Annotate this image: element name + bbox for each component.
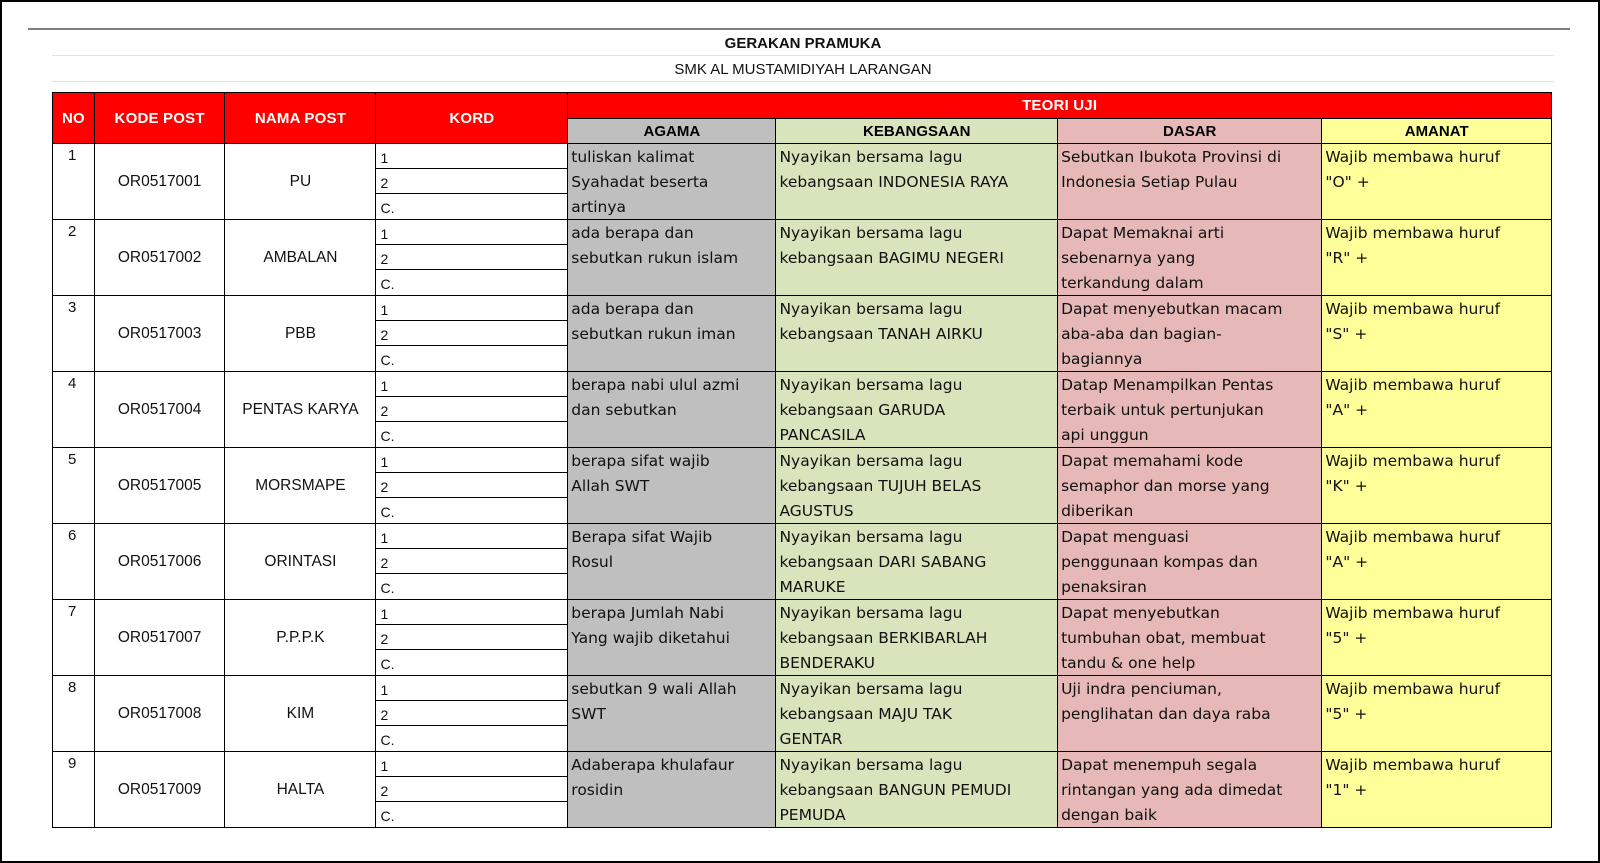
table-row: [53, 752, 1552, 828]
cell-text-line: Nyayikan bersama lagu: [779, 528, 963, 546]
kode-post-cell: OR0517007: [94, 600, 225, 676]
dasar-cell: [1058, 372, 1322, 448]
sheet-title: GERAKAN PRAMUKA: [52, 30, 1554, 56]
kord-line: 1: [376, 676, 567, 701]
cell-text-line: [1322, 574, 1551, 599]
cell-text-line: Uji indra penciuman,: [1061, 680, 1222, 698]
kode-post-cell: OR0517002: [94, 220, 225, 296]
kord-line: C.: [380, 656, 395, 672]
kord-cell: [376, 296, 568, 372]
cell-text-line: "K" +: [1325, 477, 1368, 495]
cell-text-line: kebangsaan TANAH AIRKU: [779, 325, 983, 343]
cell-text-line: GENTAR: [779, 730, 843, 748]
nama-post-cell: PENTAS KARYA: [225, 372, 376, 448]
kord-line: 2: [376, 701, 567, 726]
cell-text-line: aba-aba dan bagian-: [1061, 325, 1222, 343]
cell-text-line: rosidin: [571, 781, 624, 799]
agama-cell: [568, 524, 776, 600]
cell-text-line: kebangsaan INDONESIA RAYA: [779, 173, 1009, 191]
cell-text-line: sebutkan 9 wali Allah: [571, 680, 737, 698]
agama-cell: [568, 676, 776, 752]
kord-line: 1: [376, 372, 567, 397]
cell-text-line: dan sebutkan: [571, 401, 677, 419]
kord-line: 2: [376, 625, 567, 650]
agama-cell: [568, 600, 776, 676]
kode-post-cell: OR0517001: [94, 144, 225, 220]
kebangsaan-cell: [776, 600, 1058, 676]
table-row: [53, 144, 1552, 220]
kord-line: 2: [376, 473, 567, 498]
cell-text-line: "5" +: [1325, 629, 1368, 647]
cell-text-line: [568, 270, 775, 295]
cell-text-line: [568, 802, 775, 827]
cell-text-line: [1322, 802, 1551, 827]
header-kord: KORD: [376, 93, 568, 144]
cell-text-line: berapa Jumlah Nabi: [571, 604, 725, 622]
nama-post-cell: P.P.P.K: [225, 600, 376, 676]
kebangsaan-cell: [776, 524, 1058, 600]
kord-line: 1: [376, 144, 567, 169]
cell-text-line: [568, 574, 775, 599]
cell-text-line: Dapat memahami kode: [1061, 452, 1244, 470]
cell-text-line: [1058, 194, 1321, 219]
cell-text-line: "1" +: [1325, 781, 1368, 799]
sheet-subtitle: SMK AL MUSTAMIDIYAH LARANGAN: [52, 56, 1554, 82]
cell-text-line: berapa nabi ulul azmi: [571, 376, 740, 394]
kord-line: 1: [376, 524, 567, 549]
cell-text-line: Yang wajib diketahui: [571, 629, 730, 647]
kebangsaan-cell: [776, 144, 1058, 220]
cell-text-line: Wajib membawa huruf: [1325, 148, 1501, 166]
kord-line: C.: [380, 428, 395, 444]
cell-text-line: terbaik untuk pertunjukan: [1061, 401, 1264, 419]
agama-cell: [568, 752, 776, 828]
dasar-cell: [1058, 448, 1322, 524]
kord-cell: [376, 676, 568, 752]
kode-post-cell: OR0517005: [94, 448, 225, 524]
kode-post-cell: OR0517004: [94, 372, 225, 448]
row-number: 9: [53, 752, 95, 828]
cell-text-line: Wajib membawa huruf: [1325, 680, 1501, 698]
kord-cell: [376, 752, 568, 828]
cell-text-line: sebutkan rukun iman: [571, 325, 736, 343]
cell-text-line: [776, 194, 1057, 219]
cell-text-line: kebangsaan GARUDA: [779, 401, 946, 419]
nama-post-cell: ORINTASI: [225, 524, 376, 600]
cell-text-line: kebangsaan BAGIMU NEGERI: [779, 249, 1004, 267]
kord-cell: [376, 524, 568, 600]
row-number: 5: [53, 448, 95, 524]
cell-text-line: Nyayikan bersama lagu: [779, 680, 963, 698]
cell-text-line: Wajib membawa huruf: [1325, 224, 1501, 242]
dasar-cell: [1058, 220, 1322, 296]
cell-text-line: [1322, 726, 1551, 751]
agama-cell: [568, 220, 776, 296]
cell-text-line: kebangsaan MAJU TAK: [779, 705, 953, 723]
kord-line: 1: [376, 296, 567, 321]
amanat-cell: [1322, 752, 1552, 828]
dasar-cell: [1058, 524, 1322, 600]
cell-text-line: [1322, 270, 1551, 295]
cell-text-line: Dapat menguasi: [1061, 528, 1189, 546]
kord-line: 2: [376, 321, 567, 346]
amanat-cell: [1322, 676, 1552, 752]
amanat-cell: [1322, 524, 1552, 600]
cell-text-line: Dapat menempuh segala: [1061, 756, 1258, 774]
kord-line: 2: [376, 245, 567, 270]
agama-cell: [568, 296, 776, 372]
cell-text-line: Nyayikan bersama lagu: [779, 300, 963, 318]
cell-text-line: penggunaan kompas dan: [1061, 553, 1258, 571]
kode-post-cell: OR0517006: [94, 524, 225, 600]
cell-text-line: Nyayikan bersama lagu: [779, 224, 963, 242]
cell-text-line: [568, 422, 775, 447]
cell-text-line: [1322, 346, 1551, 371]
kord-line: C.: [380, 504, 395, 520]
cell-text-line: ada berapa dan: [571, 224, 694, 242]
kord-cell: [376, 448, 568, 524]
row-number: 6: [53, 524, 95, 600]
nama-post-cell: AMBALAN: [225, 220, 376, 296]
table-row: [53, 296, 1552, 372]
cell-text-line: Dapat menyebutkan: [1061, 604, 1220, 622]
cell-text-line: Wajib membawa huruf: [1325, 452, 1501, 470]
kebangsaan-cell: [776, 448, 1058, 524]
kord-line: C.: [380, 200, 395, 216]
dasar-cell: [1058, 296, 1322, 372]
kebangsaan-cell: [776, 296, 1058, 372]
cell-text-line: BENDERAKU: [779, 654, 876, 672]
cell-text-line: kebangsaan DARI SABANG: [779, 553, 987, 571]
amanat-cell: [1322, 448, 1552, 524]
cell-text-line: [568, 650, 775, 675]
cell-text-line: api unggun: [1061, 426, 1149, 444]
kord-line: 1: [376, 752, 567, 777]
cell-text-line: Nyayikan bersama lagu: [779, 452, 963, 470]
kebangsaan-cell: [776, 752, 1058, 828]
cell-text-line: berapa sifat wajib: [571, 452, 710, 470]
kord-line: C.: [380, 276, 395, 292]
cell-text-line: PANCASILA: [779, 426, 866, 444]
kebangsaan-cell: [776, 220, 1058, 296]
kord-cell: [376, 600, 568, 676]
cell-text-line: [1322, 650, 1551, 675]
cell-text-line: [1058, 726, 1321, 751]
kord-line: C.: [380, 352, 395, 368]
amanat-cell: [1322, 372, 1552, 448]
cell-text-line: bagiannya: [1061, 350, 1143, 368]
cell-text-line: artinya: [571, 198, 627, 216]
cell-text-line: ada berapa dan: [571, 300, 694, 318]
cell-text-line: tandu & one help: [1061, 654, 1196, 672]
kebangsaan-cell: [776, 676, 1058, 752]
cell-text-line: Rosul: [571, 553, 614, 571]
dasar-cell: [1058, 752, 1322, 828]
kord-line: C.: [380, 580, 395, 596]
cell-text-line: sebenarnya yang: [1061, 249, 1196, 267]
cell-text-line: Wajib membawa huruf: [1325, 300, 1501, 318]
nama-post-cell: PBB: [225, 296, 376, 372]
cell-text-line: kebangsaan BERKIBARLAH: [779, 629, 988, 647]
table-row: [53, 372, 1552, 448]
amanat-cell: [1322, 220, 1552, 296]
cell-text-line: [568, 726, 775, 751]
table-row: [53, 448, 1552, 524]
cell-text-line: Nyayikan bersama lagu: [779, 756, 963, 774]
cell-text-line: [568, 498, 775, 523]
kord-cell: [376, 372, 568, 448]
cell-text-line: rintangan yang ada dimedat: [1061, 781, 1283, 799]
cell-text-line: Allah SWT: [571, 477, 650, 495]
cell-text-line: kebangsaan BANGUN PEMUDI: [779, 781, 1012, 799]
cell-text-line: [1322, 422, 1551, 447]
amanat-cell: [1322, 600, 1552, 676]
nama-post-cell: PU: [225, 144, 376, 220]
dasar-cell: [1058, 144, 1322, 220]
cell-text-line: "5" +: [1325, 705, 1368, 723]
cell-text-line: Sebutkan Ibukota Provinsi di: [1061, 148, 1282, 166]
kord-cell: [376, 144, 568, 220]
kord-line: 2: [376, 397, 567, 422]
cell-text-line: Berapa sifat Wajib: [571, 528, 713, 546]
dasar-cell: [1058, 600, 1322, 676]
header-dasar: DASAR: [1058, 119, 1322, 144]
table-row: [53, 524, 1552, 600]
agama-cell: [568, 372, 776, 448]
amanat-cell: [1322, 144, 1552, 220]
cell-text-line: penglihatan dan daya raba: [1061, 705, 1271, 723]
cell-text-line: PEMUDA: [779, 806, 846, 824]
cell-text-line: [1322, 498, 1551, 523]
kord-line: 2: [376, 777, 567, 802]
row-number: 4: [53, 372, 95, 448]
kord-line: 1: [376, 600, 567, 625]
header-teori-uji: TEORI UJI: [568, 93, 1552, 119]
table-row: [53, 600, 1552, 676]
cell-text-line: terkandung dalam: [1061, 274, 1204, 292]
cell-text-line: penaksiran: [1061, 578, 1147, 596]
cell-text-line: sebutkan rukun islam: [571, 249, 739, 267]
cell-text-line: Wajib membawa huruf: [1325, 528, 1501, 546]
amanat-cell: [1322, 296, 1552, 372]
cell-text-line: tuliskan kalimat: [571, 148, 695, 166]
spacer-row: [52, 82, 1554, 92]
cell-text-line: [776, 346, 1057, 371]
kord-line: C.: [380, 808, 395, 824]
cell-text-line: [776, 270, 1057, 295]
cell-text-line: MARUKE: [779, 578, 846, 596]
agama-cell: [568, 144, 776, 220]
cell-text-line: Nyayikan bersama lagu: [779, 148, 963, 166]
row-number: 1: [53, 144, 95, 220]
cell-text-line: tumbuhan obat, membuat: [1061, 629, 1266, 647]
header-kebangsaan: KEBANGSAAN: [776, 119, 1058, 144]
cell-text-line: "O" +: [1325, 173, 1370, 191]
kode-post-cell: OR0517003: [94, 296, 225, 372]
cell-text-line: [568, 346, 775, 371]
row-number: 2: [53, 220, 95, 296]
cell-text-line: dengan baik: [1061, 806, 1157, 824]
cell-text-line: Adaberapa khulafaur: [571, 756, 735, 774]
cell-text-line: Nyayikan bersama lagu: [779, 376, 963, 394]
kebangsaan-cell: [776, 372, 1058, 448]
cell-text-line: Wajib membawa huruf: [1325, 604, 1501, 622]
kord-line: 1: [376, 448, 567, 473]
row-number: 3: [53, 296, 95, 372]
row-number: 7: [53, 600, 95, 676]
cell-text-line: Dapat Memaknai arti: [1061, 224, 1225, 242]
cell-text-line: kebangsaan TUJUH BELAS: [779, 477, 982, 495]
teori-uji-table: [52, 92, 1552, 828]
cell-text-line: "R" +: [1325, 249, 1369, 267]
header-kode-post: KODE POST: [94, 93, 225, 144]
cell-text-line: Indonesia Setiap Pulau: [1061, 173, 1238, 191]
nama-post-cell: MORSMAPE: [225, 448, 376, 524]
cell-text-line: Nyayikan bersama lagu: [779, 604, 963, 622]
cell-text-line: "A" +: [1325, 401, 1369, 419]
kode-post-cell: OR0517008: [94, 676, 225, 752]
cell-text-line: AGUSTUS: [779, 502, 854, 520]
header-no: NO: [53, 93, 95, 144]
dasar-cell: [1058, 676, 1322, 752]
cell-text-line: Wajib membawa huruf: [1325, 376, 1501, 394]
agama-cell: [568, 448, 776, 524]
kord-line: C.: [380, 732, 395, 748]
cell-text-line: "S" +: [1325, 325, 1368, 343]
nama-post-cell: HALTA: [225, 752, 376, 828]
cell-text-line: Dapat menyebutkan macam: [1061, 300, 1283, 318]
spreadsheet: [52, 30, 1554, 828]
kord-cell: [376, 220, 568, 296]
kode-post-cell: OR0517009: [94, 752, 225, 828]
header-amanat: AMANAT: [1322, 119, 1552, 144]
row-number: 8: [53, 676, 95, 752]
cell-text-line: semaphor dan morse yang: [1061, 477, 1270, 495]
header-agama: AGAMA: [568, 119, 776, 144]
header-nama-post: NAMA POST: [225, 93, 376, 144]
table-body: [53, 144, 1552, 828]
cell-text-line: "A" +: [1325, 553, 1369, 571]
kord-line: 1: [376, 220, 567, 245]
kord-line: 2: [376, 169, 567, 194]
table-row: [53, 220, 1552, 296]
cell-text-line: SWT: [571, 705, 606, 723]
nama-post-cell: KIM: [225, 676, 376, 752]
cell-text-line: Syahadat beserta: [571, 173, 709, 191]
cell-text-line: [1322, 194, 1551, 219]
cell-text-line: Wajib membawa huruf: [1325, 756, 1501, 774]
table-row: [53, 676, 1552, 752]
kord-line: 2: [376, 549, 567, 574]
cell-text-line: diberikan: [1061, 502, 1134, 520]
cell-text-line: Datap Menampilkan Pentas: [1061, 376, 1274, 394]
